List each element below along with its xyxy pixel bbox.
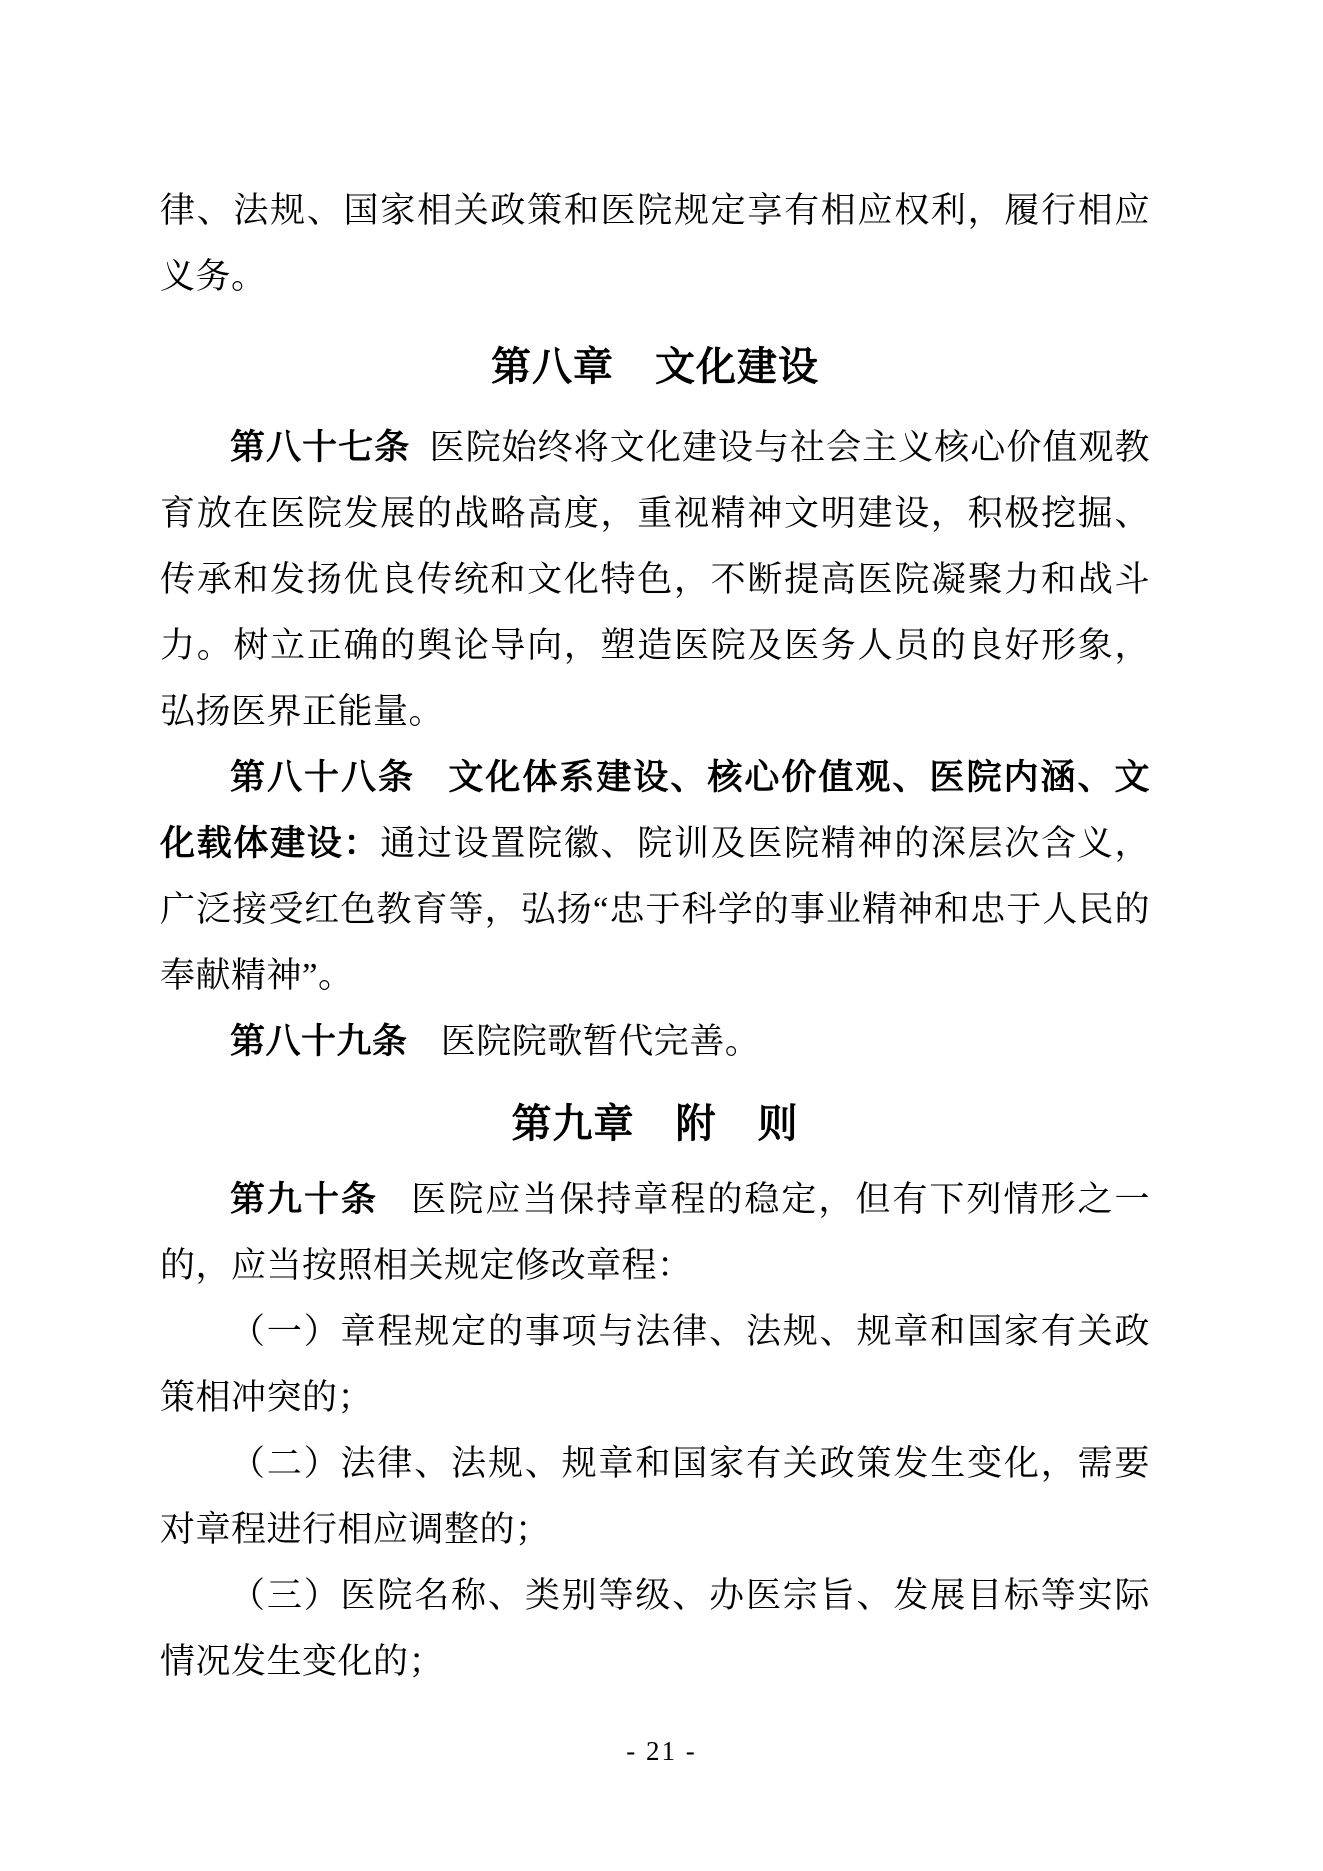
article-89	[160, 1009, 1150, 1075]
list-item-2-text: （二）法律、法规、规章和国家有关政策发生变化，需要对章程进行相应调整的；	[160, 1444, 1150, 1549]
list-item-1	[160, 1299, 1150, 1431]
document-content	[160, 178, 1150, 1695]
article-88-term: 文化体系建设、核心价值观、医院内涵、文化载体建设：	[160, 758, 1150, 863]
paragraph-continuation	[160, 178, 1150, 310]
list-item-3-text: （三）医院名称、类别等级、办医宗旨、发展目标等实际情况发生变化的；	[160, 1576, 1150, 1681]
list-item-3	[160, 1563, 1150, 1695]
article-88-text: 通过设置院徽、院训及医院精神的深层次含义，广泛接受红色教育等，弘扬“忠于科学的事业精神和忠于人民的奉献精神”。	[160, 824, 1150, 995]
article-87-number: 第八十七条	[230, 428, 411, 467]
article-88	[160, 745, 1150, 1009]
list-item-1-text: （一）章程规定的事项与法律、法规、规章和国家有关政策相冲突的；	[160, 1312, 1150, 1417]
chapter-9-heading: 第九章 附 则	[511, 1102, 799, 1146]
chapter-8-heading: 第八章 文化建设	[491, 345, 819, 389]
article-89-number: 第八十九条	[230, 1022, 408, 1061]
article-88-number: 第八十八条	[230, 758, 416, 797]
article-90	[160, 1167, 1150, 1299]
article-87	[160, 415, 1150, 745]
article-89-text: 医院院歌暂代完善。	[440, 1022, 761, 1061]
article-90-text: 医院应当保持章程的稳定，但有下列情形之一的，应当按照相关规定修改章程：	[160, 1180, 1150, 1285]
page-number: - 21 -	[626, 1736, 697, 1766]
article-87-text: 医院始终将文化建设与社会主义核心价值观教育放在医院发展的战略高度，重视精神文明建设，积极挖掘、传承和发扬优良传统和文化特色，不断提高医院凝聚力和战斗力。树立正确的舆论导向，塑造医院及医务人员的良好形象，弘扬医界正能量。	[160, 428, 1150, 731]
article-90-number: 第九十条	[230, 1180, 379, 1219]
list-item-2	[160, 1431, 1150, 1563]
paragraph-text: 律、法规、国家相关政策和医院规定享有相应权利，履行相应义务。	[160, 191, 1150, 296]
